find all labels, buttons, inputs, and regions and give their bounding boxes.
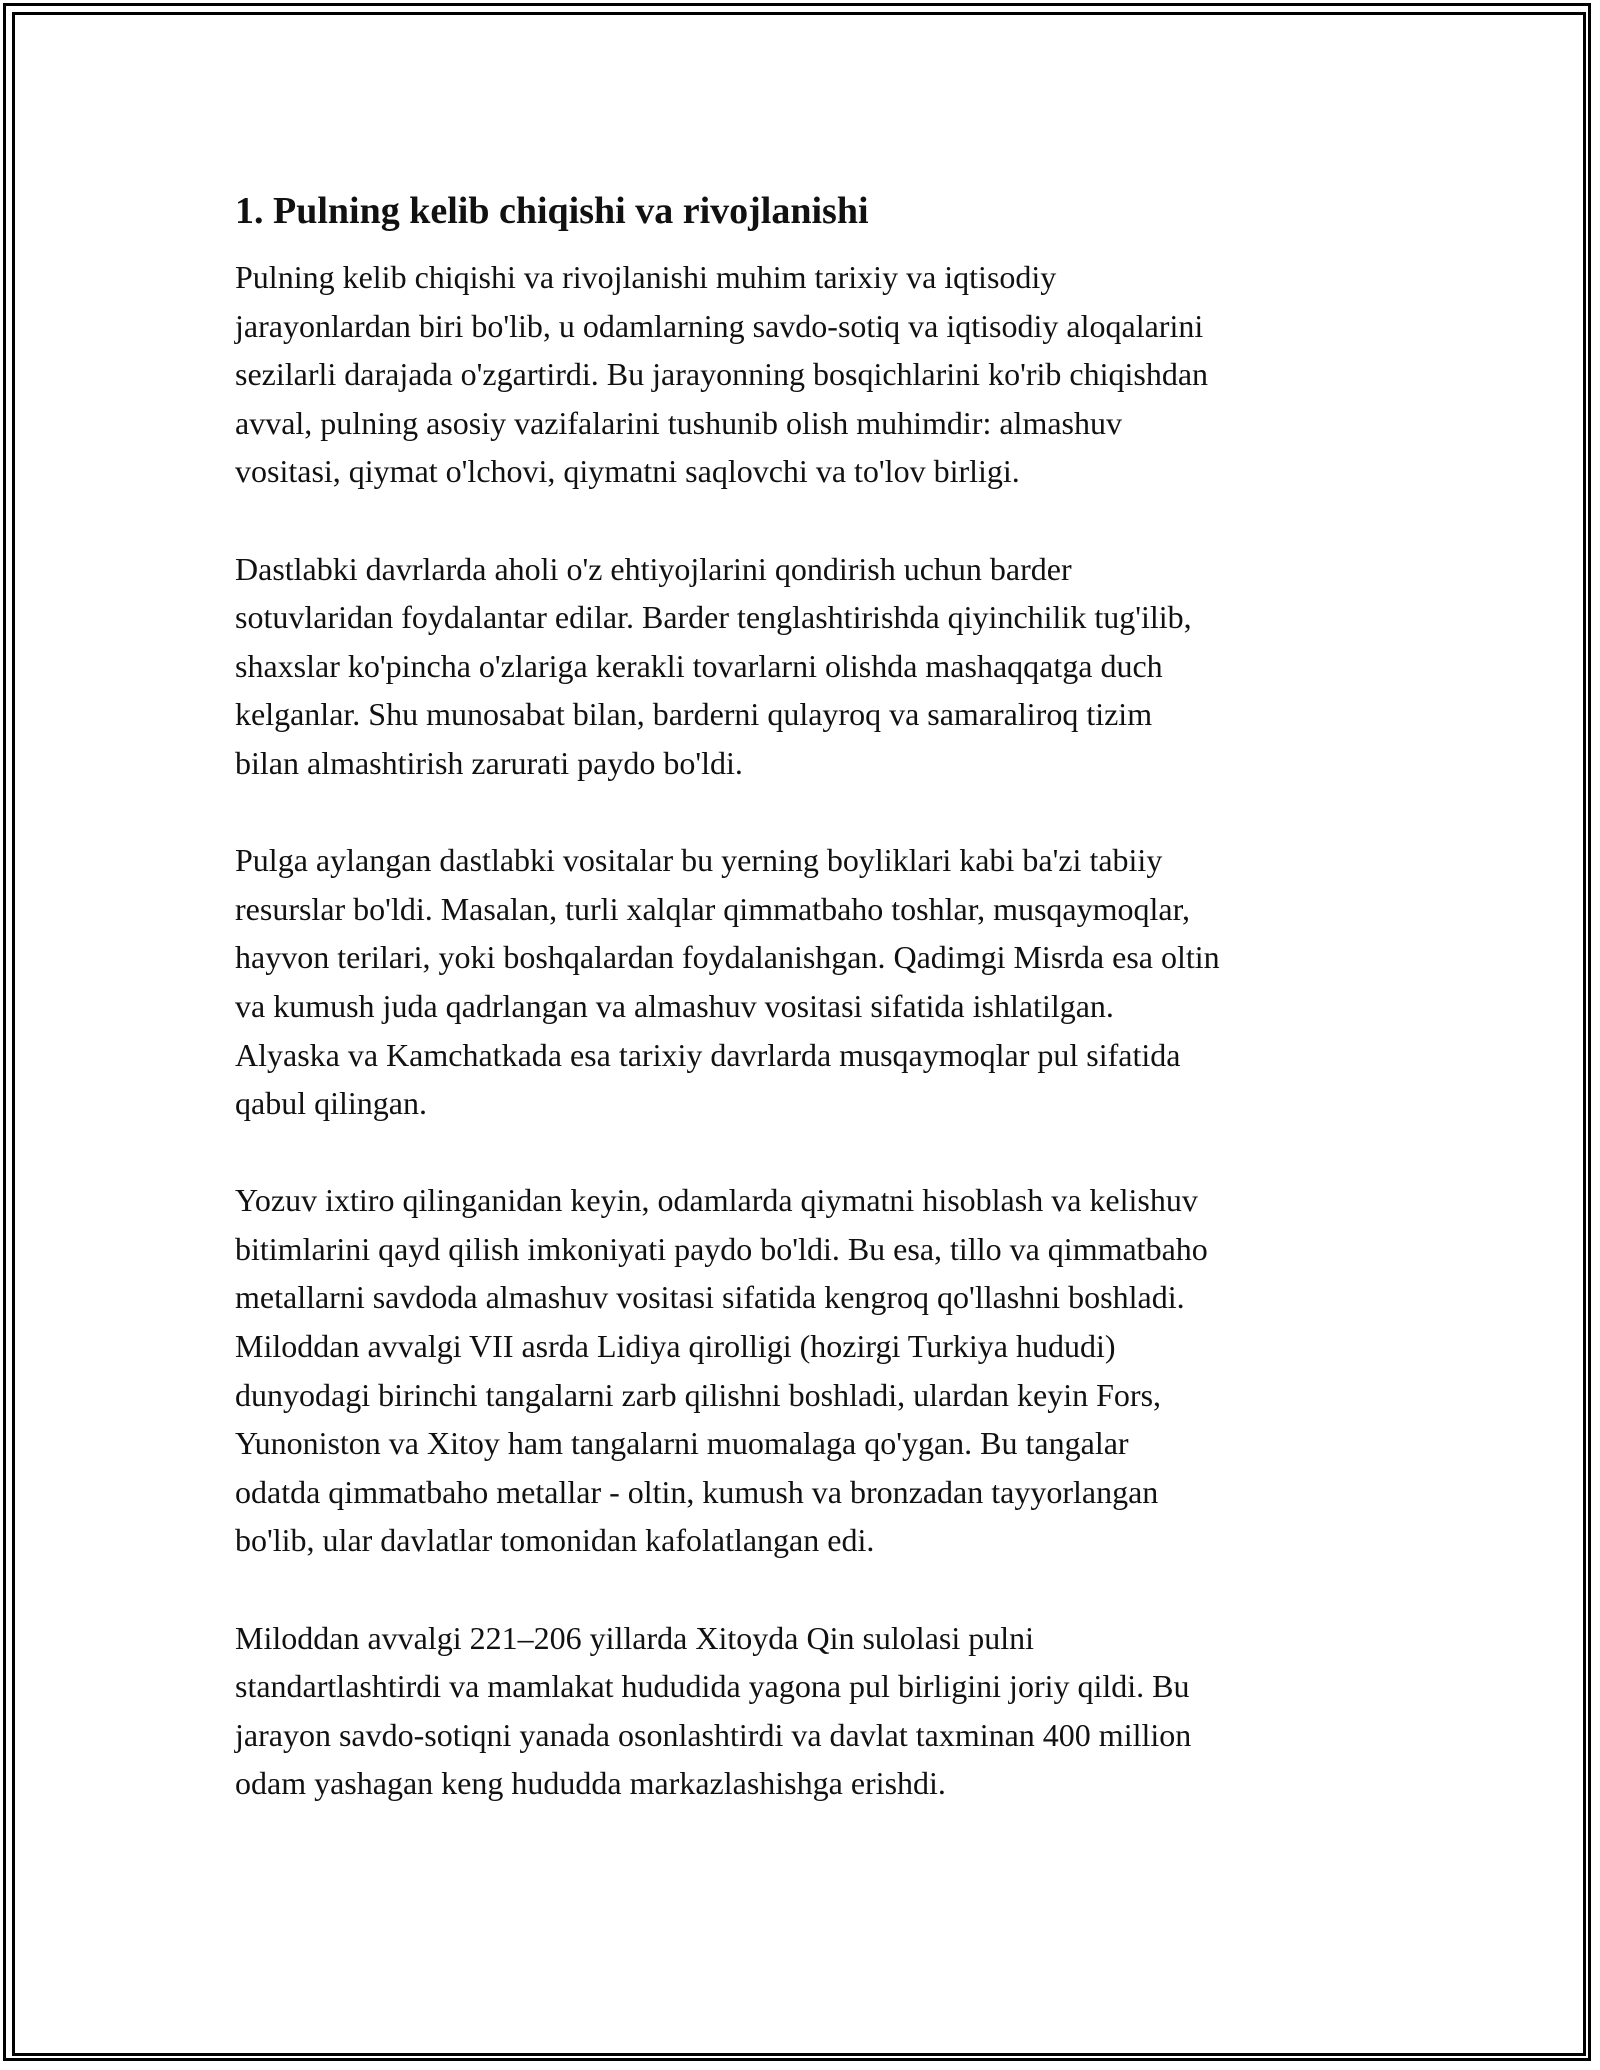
- paragraph-3: [235, 836, 1395, 1128]
- paragraph-line: Dastlabki davrlarda aholi o'z ehtiyojlarini qondirish uchun barder: [235, 550, 1072, 587]
- paragraph-line: bilan almashtirish zarurati paydo bo'ldi.: [235, 744, 743, 781]
- paragraph-line: sotuvlaridan foydalantar edilar. Barder tenglashtirishda qiyinchilik tug'ilib,: [235, 599, 1192, 636]
- paragraph-2: [235, 545, 1395, 788]
- paragraph-line: sezilarli darajada o'zgartirdi. Bu jarayonning bosqichlarini ko'rib chiqishdan: [235, 356, 1209, 393]
- paragraph-line: Miloddan avvalgi VII asrda Lidiya qirolligi (hozirgi Turkiya hududi): [235, 1328, 1116, 1365]
- paragraph-line: kelganlar. Shu munosabat bilan, barderni qulayroq va samaraliroq tizim: [235, 696, 1153, 733]
- paragraph-line: metallarni savdoda almashuv vositasi sifatida kengroq qo'llashni boshladi.: [235, 1279, 1185, 1316]
- paragraph-line: bitimlarini qayd qilish imkoniyati paydo bo'ldi. Bu esa, tillo va qimmatbaho: [235, 1230, 1208, 1267]
- paragraph-line: hayvon terilari, yoki boshqalardan foydalanishgan. Qadimgi Misrda esa oltin: [235, 939, 1220, 976]
- paragraph-line: dunyodagi birinchi tangalarni zarb qilishni boshladi, ulardan keyin Fors,: [235, 1376, 1162, 1413]
- paragraph-5: [235, 1614, 1395, 1808]
- paragraph-line: Pulning kelib chiqishi va rivojlanishi muhim tarixiy va iqtisodiy: [235, 259, 1057, 295]
- paragraph-line: qabul qilingan.: [235, 1085, 427, 1122]
- paragraph-line: Yozuv ixtiro qilinganidan keyin, odamlarda qiymatni hisoblash va kelishuv: [235, 1182, 1198, 1219]
- paragraph-line: odatda qimmatbaho metallar - oltin, kumush va bronzadan tayyorlangan: [235, 1473, 1159, 1510]
- paragraph-line: Yunoniston va Xitoy ham tangalarni muomalaga qo'ygan. Bu tangalar: [235, 1425, 1129, 1462]
- paragraph-line: odam yashagan keng hududda markazlashishga erishdi.: [235, 1765, 946, 1802]
- paragraph-line: resurslar bo'ldi. Masalan, turli xalqlar qimmatbaho toshlar, musqaymoqlar,: [235, 890, 1190, 927]
- paragraph-4: [235, 1176, 1395, 1565]
- paragraph-line: Miloddan avvalgi 221–206 yillarda Xitoyda Qin sulolasi pulni: [235, 1619, 1035, 1656]
- section-heading: 1. Pulning kelib chiqishi va rivojlanishi: [235, 190, 869, 232]
- paragraph-line: jarayon savdo-sotiqni yanada osonlashtirdi va davlat taxminan 400 million: [235, 1716, 1192, 1753]
- paragraph-line: bo'lib, ular davlatlar tomonidan kafolatlangan edi.: [235, 1522, 875, 1559]
- paragraph-line: vositasi, qiymat o'lchovi, qiymatni saqlovchi va to'lov birligi.: [235, 453, 1020, 490]
- document-body: [235, 185, 1395, 1857]
- paragraph-line: jarayonlardan biri bo'lib, u odamlarning savdo-sotiq va iqtisodiy aloqalarini: [235, 307, 1204, 344]
- paragraph-line: shaxslar ko'pincha o'zlariga kerakli tovarlarni olishda mashaqqatga duch: [235, 647, 1163, 684]
- paragraph-line: Pulga aylangan dastlabki vositalar bu yerning boyliklari kabi ba'zi tabiiy: [235, 842, 1163, 879]
- paragraph-line: avval, pulning asosiy vazifalarini tushunib olish muhimdir: almashuv: [235, 404, 1122, 441]
- paragraph-line: standartlashtirdi va mamlakat hududida yagona pul birligini joriy qildi. Bu: [235, 1668, 1190, 1705]
- paragraph-line: va kumush juda qadrlangan va almashuv vositasi sifatida ishlatilgan.: [235, 987, 1114, 1024]
- paragraph-1: [235, 253, 1395, 496]
- paragraph-line: Alyaska va Kamchatkada esa tarixiy davrlarda musqaymoqlar pul sifatida: [235, 1036, 1181, 1073]
